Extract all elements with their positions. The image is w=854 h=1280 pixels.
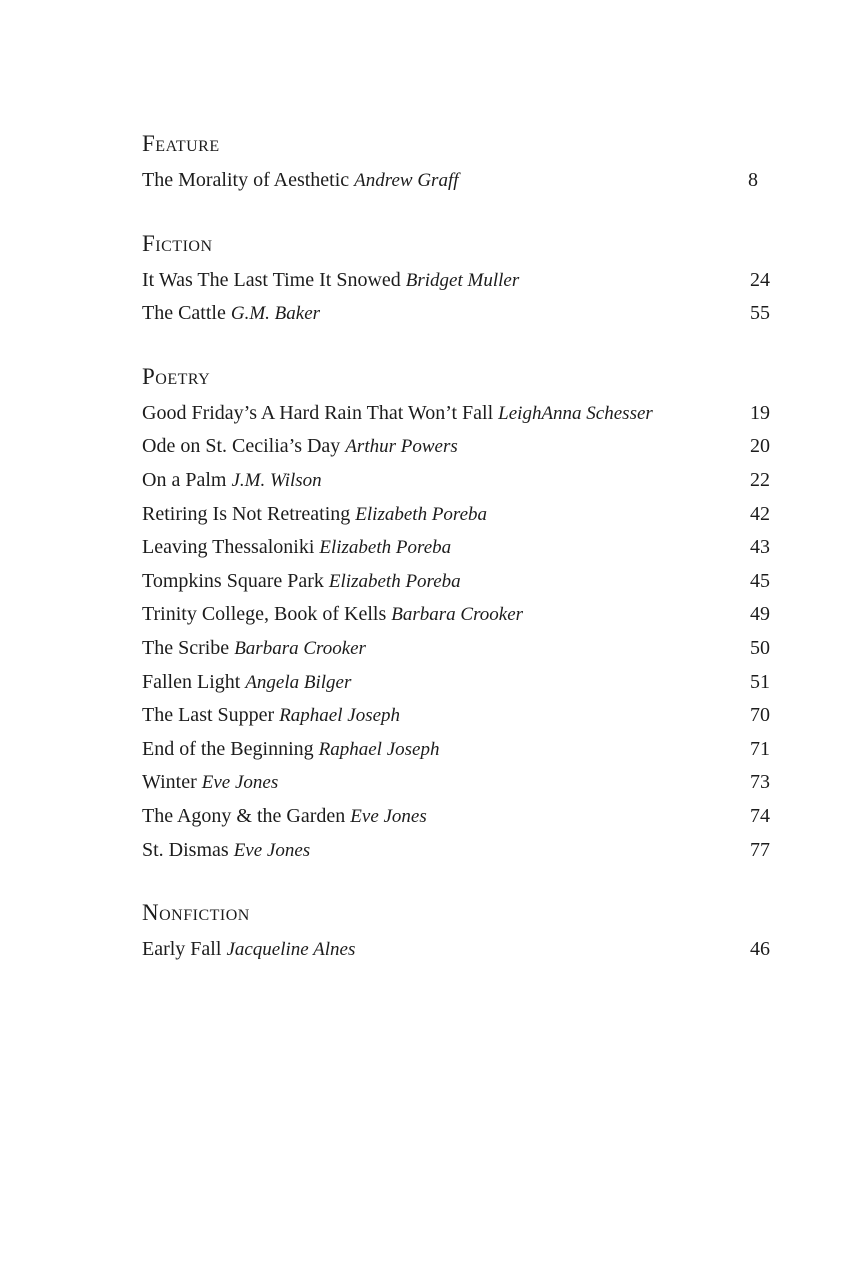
- toc-entry[interactable]: [142, 666, 770, 700]
- entry-page-number: 45: [750, 569, 770, 592]
- entry-title: End of the Beginning: [142, 737, 314, 760]
- entry-title: The Scribe: [142, 636, 230, 659]
- entry-author: Barbara Crooker: [234, 637, 366, 659]
- toc-entry[interactable]: [142, 598, 770, 632]
- entry-author: Bridget Muller: [405, 269, 520, 291]
- entry-title: Retiring Is Not Retreating: [142, 502, 351, 525]
- entry-page-number: 8: [748, 169, 758, 191]
- toc-entry[interactable]: [142, 632, 770, 666]
- entry-page-number: 55: [750, 302, 770, 325]
- entry-author: Eve Jones: [201, 772, 279, 794]
- entry-page-number: 70: [750, 704, 770, 727]
- entry-page-number: 24: [750, 268, 770, 291]
- toc-entry[interactable]: [142, 498, 770, 532]
- toc-entry[interactable]: [142, 834, 770, 868]
- section-nonfiction: [142, 901, 770, 967]
- toc-entry[interactable]: [142, 264, 770, 298]
- entry-author: Arthur Powers: [345, 436, 458, 458]
- entry-page-number: 51: [750, 670, 770, 693]
- entry-author: Elizabeth Poreba: [328, 570, 461, 592]
- entry-author: Andrew Graff: [354, 170, 459, 191]
- section-fiction: [142, 232, 770, 331]
- entry-author: J.M. Wilson: [231, 469, 322, 491]
- entry-author: Angela Bilger: [245, 671, 352, 693]
- entry-title: Good Friday’s A Hard Rain That Won’t Fall: [142, 401, 494, 424]
- section-title: Poetry: [142, 363, 211, 389]
- entry-title: It Was The Last Time It Snowed: [142, 268, 401, 291]
- section-title: Nonfiction: [142, 900, 250, 926]
- toc-entry[interactable]: [142, 297, 770, 331]
- entry-page-number: 22: [750, 468, 770, 491]
- entry-author: Elizabeth Poreba: [319, 537, 452, 559]
- entry-title: Ode on St. Cecilia’s Day: [142, 435, 341, 458]
- toc-entry[interactable]: [142, 397, 770, 431]
- entry-title: The Cattle: [142, 302, 226, 325]
- toc-entry[interactable]: [142, 800, 770, 834]
- toc-entry[interactable]: [142, 933, 770, 967]
- toc-entry[interactable]: [142, 733, 770, 767]
- toc-entry[interactable]: [142, 565, 770, 599]
- entry-author: LeighAnna Schesser: [498, 402, 653, 424]
- entry-title: St. Dismas: [142, 838, 229, 861]
- section-title: Feature: [142, 131, 220, 156]
- toc-entry[interactable]: [142, 766, 770, 800]
- entry-page-number: 49: [750, 603, 770, 626]
- entry-title: Early Fall: [142, 938, 222, 961]
- entry-page-number: 20: [750, 435, 770, 458]
- entry-page-number: 46: [750, 938, 770, 961]
- entry-author: Eve Jones: [350, 805, 427, 827]
- entry-page-number: 73: [750, 771, 770, 794]
- entry-page-number: 77: [750, 838, 770, 861]
- toc-entry[interactable]: [142, 531, 770, 565]
- entry-title: The Morality of Aesthetic: [142, 169, 350, 191]
- entry-author: Jacqueline Alnes: [226, 939, 356, 961]
- entry-page-number: 50: [750, 636, 770, 659]
- section-poetry: [142, 365, 770, 867]
- entry-author: Raphael Joseph: [279, 705, 401, 727]
- entry-title: Leaving Thessaloniki: [142, 536, 315, 559]
- entry-page-number: 71: [750, 737, 770, 760]
- entry-title: The Agony & the Garden: [142, 804, 346, 827]
- entry-author: Elizabeth Poreba: [355, 503, 488, 525]
- section-feature: [142, 132, 770, 198]
- entry-author: Eve Jones: [233, 839, 311, 861]
- toc-entry[interactable]: [142, 699, 770, 733]
- toc-entry[interactable]: [142, 164, 770, 198]
- entry-title: Trinity College, Book of Kells: [142, 603, 387, 626]
- entry-title: Tompkins Square Park: [142, 569, 324, 592]
- entry-page-number: 19: [750, 401, 770, 424]
- entry-title: Fallen Light: [142, 670, 241, 693]
- entry-page-number: 42: [750, 502, 770, 525]
- entry-title: The Last Supper: [142, 704, 275, 727]
- toc-entry[interactable]: [142, 430, 770, 464]
- entry-page-number: 74: [750, 804, 770, 827]
- entry-author: G.M. Baker: [230, 303, 321, 325]
- entry-author: Barbara Crooker: [391, 604, 524, 626]
- entry-title: On a Palm: [142, 468, 227, 491]
- entry-author: Raphael Joseph: [318, 738, 440, 760]
- section-title: Fiction: [142, 230, 213, 256]
- toc-entry[interactable]: [142, 464, 770, 498]
- table-of-contents: [142, 132, 770, 1001]
- entry-page-number: 43: [750, 536, 770, 559]
- entry-title: Winter: [142, 771, 197, 794]
